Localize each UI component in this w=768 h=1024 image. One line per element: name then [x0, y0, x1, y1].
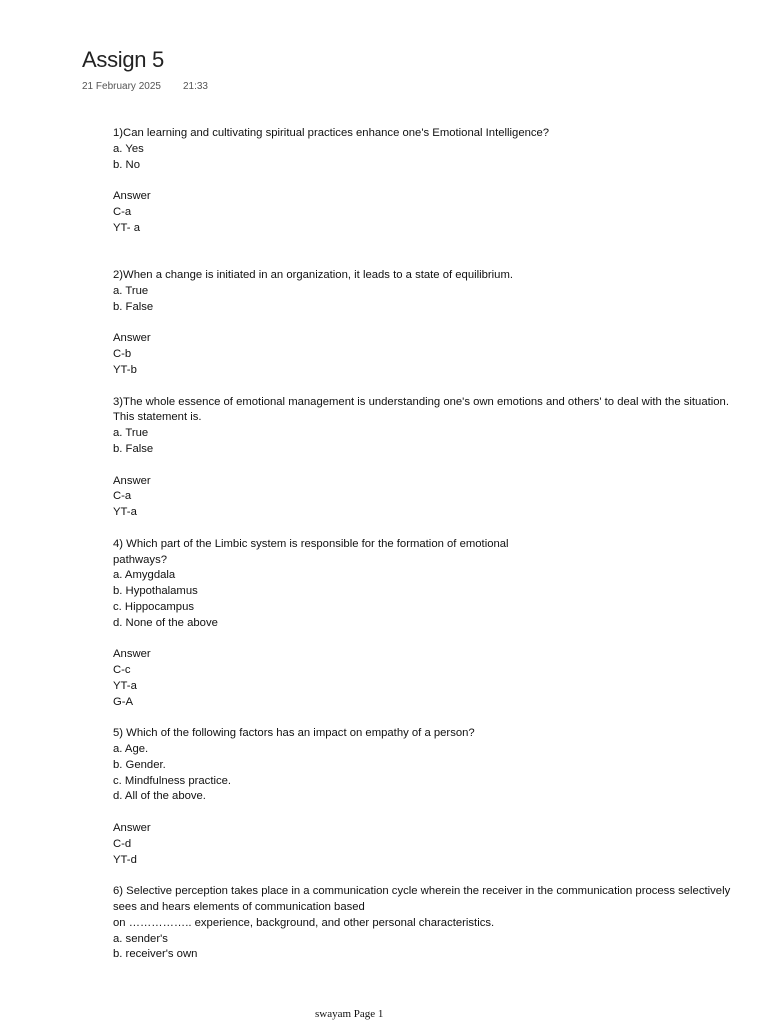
answer-label: Answer [113, 648, 151, 661]
page-time: 21:33 [182, 81, 208, 92]
option: c. Hippocampus [113, 600, 194, 613]
option: b. False [113, 442, 154, 455]
option: d. All of the above. [113, 790, 206, 803]
answer-value: C-b [113, 348, 132, 361]
answer-label: Answer [113, 822, 151, 835]
question-text: sees and hears elements of communication based [113, 901, 365, 914]
page-title: Assign 5 [82, 47, 164, 72]
question-block [113, 537, 763, 727]
answer-value: C-a [113, 490, 132, 503]
question-text: 2)When a change is initiated in an organization, it leads to a state of equilibrium. [113, 269, 514, 282]
option: b. Hypothalamus [113, 585, 198, 598]
question-text: 5) Which of the following factors has an impact on empathy of a person? [113, 727, 475, 740]
answer-value: C-a [113, 205, 132, 218]
option: a. sender's [113, 932, 168, 945]
option: a. Yes [113, 142, 144, 155]
page-date: 21 February 2025 [82, 81, 161, 92]
answer-value: YT-a [113, 506, 137, 519]
answer-value: G-A [113, 695, 134, 708]
answer-value: YT-b [113, 363, 137, 376]
footer-text: swayam Page 1 [315, 1008, 384, 1020]
question-block [113, 726, 763, 884]
answer-label: Answer [113, 332, 151, 345]
question-text: 3)The whole essence of emotional management is understanding one's own emotions and others' to deal with the situation. [113, 395, 729, 408]
answer-value: YT-d [113, 853, 137, 866]
answer-value: C-c [113, 664, 131, 677]
answer-value: YT-a [113, 679, 137, 692]
option: a. True [113, 427, 149, 440]
option: a. Amygdala [113, 569, 176, 582]
option: a. Age. [113, 743, 149, 756]
question-block [113, 884, 763, 963]
option: b. receiver's own [113, 948, 198, 961]
option: c. Mindfulness practice. [113, 774, 232, 787]
question-block [113, 268, 763, 394]
question-text: This statement is. [113, 411, 202, 424]
question-text: pathways? [113, 553, 168, 566]
question-block [113, 126, 763, 268]
answer-value: C-d [113, 837, 132, 850]
option: a. True [113, 284, 149, 297]
answer-label: Answer [113, 474, 151, 487]
option: d. None of the above [113, 616, 218, 629]
option: b. No [113, 158, 141, 171]
page-meta [82, 81, 208, 92]
question-block [113, 395, 763, 537]
option: b. Gender. [113, 758, 166, 771]
answer-label: Answer [113, 190, 151, 203]
answer-value: YT- a [113, 221, 140, 234]
question-text: 4) Which part of the Limbic system is responsible for the formation of emotional [113, 537, 509, 550]
note-content [113, 126, 763, 963]
question-text: on …………….. experience, background, and other personal characteristics. [113, 916, 495, 929]
question-text: 6) Selective perception takes place in a communication cycle wherein the receiver in the communication process selectively [113, 885, 731, 898]
option: b. False [113, 300, 154, 313]
question-text: 1)Can learning and cultivating spiritual practices enhance one's Emotional Intelligence? [113, 127, 550, 139]
